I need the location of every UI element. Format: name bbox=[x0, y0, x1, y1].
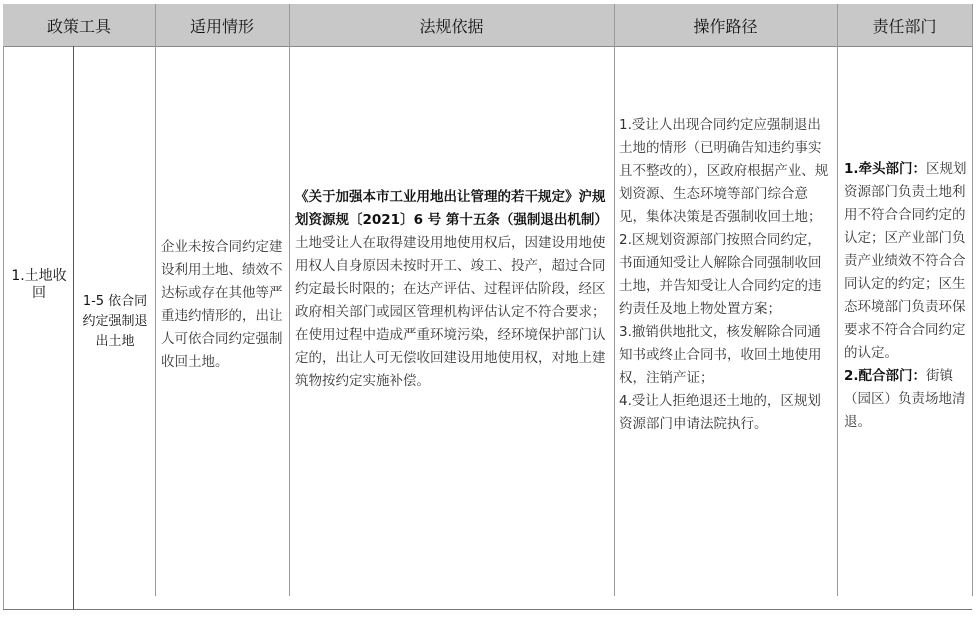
path-step-3: 3.撤销供地批文，核发解除合同通知书或终止合同书，收回土地使用权，注销产证； bbox=[619, 324, 822, 386]
cell-tool-main: 1.土地收回 bbox=[11, 268, 67, 301]
dept-support-text: 街镇（园区）负责场地清退。 bbox=[844, 368, 966, 430]
cell-operation-path bbox=[619, 114, 833, 436]
cell-tool-sub: 1-5 依合同约定强制退出土地 bbox=[82, 294, 148, 349]
table-bottom-border bbox=[3, 609, 972, 610]
dept-support bbox=[844, 365, 968, 434]
header-policy-tool: 政策工具 bbox=[46, 16, 111, 36]
cell-scenario: 企业未按合同约定建设利用土地、绩效不达标或存在其他等严重违约情形的，出让人可依合同约定强制收回土地。 bbox=[161, 239, 283, 370]
header-legal-basis: 法规依据 bbox=[419, 16, 484, 36]
dept-support-label: 2.配合部门： bbox=[844, 368, 927, 384]
path-step-2: 2.区规划资源部门按照合同约定，书面通知受让人解除合同强制收回土地，并告知受让人合同约定的违约责任及地上物处置方案； bbox=[619, 232, 822, 317]
header-scenario: 适用情形 bbox=[189, 16, 254, 36]
path-step-4: 4.受让人拒绝退还土地的，区规划资源部门申请法院执行。 bbox=[619, 393, 821, 432]
legal-basis-body: 土地受让人在取得建设用地使用权后，因建设用地使用权人自身原因未按时开工、竣工、投产，超过合同约定最长时限的；在达产评估、过程评估阶段，经区政府相关部门或园区管理机构评估认定不符合要求；在使用过程中造成严重环境污染，经环境保护部门认定的，出让人可无偿收回建设用地使用权，对地上建筑物按约定实施补偿。 bbox=[295, 235, 606, 389]
dept-lead-label: 1.牵头部门： bbox=[844, 161, 927, 177]
dept-lead bbox=[844, 158, 968, 365]
header-responsible-dept: 责任部门 bbox=[872, 16, 937, 36]
table-header bbox=[3, 4, 972, 47]
path-step-1: 1.受让人出现合同约定应强制退出土地的情形（已明确告知违约事实且不整改的），区政府根据产业、规划资源、生态环境等部门综合意见，集体决策是否强制收回土地； bbox=[619, 117, 829, 225]
header-operation-path: 操作路径 bbox=[693, 16, 758, 36]
dept-lead-text: 区规划资源部门负责土地利用不符合合同约定的认定；区产业部门负责产业绩效不符合合同认定的约定；区生态环境部门负责环保要求不符合合同约定的认定。 bbox=[844, 161, 967, 361]
cell-responsible-dept bbox=[844, 158, 968, 434]
legal-basis-title: 《关于加强本市工业用地出让管理的若干规定》沪规划资源规〔2021〕6 号 第十五条（强制退出机制） bbox=[295, 189, 608, 228]
cell-legal-basis bbox=[295, 186, 610, 393]
